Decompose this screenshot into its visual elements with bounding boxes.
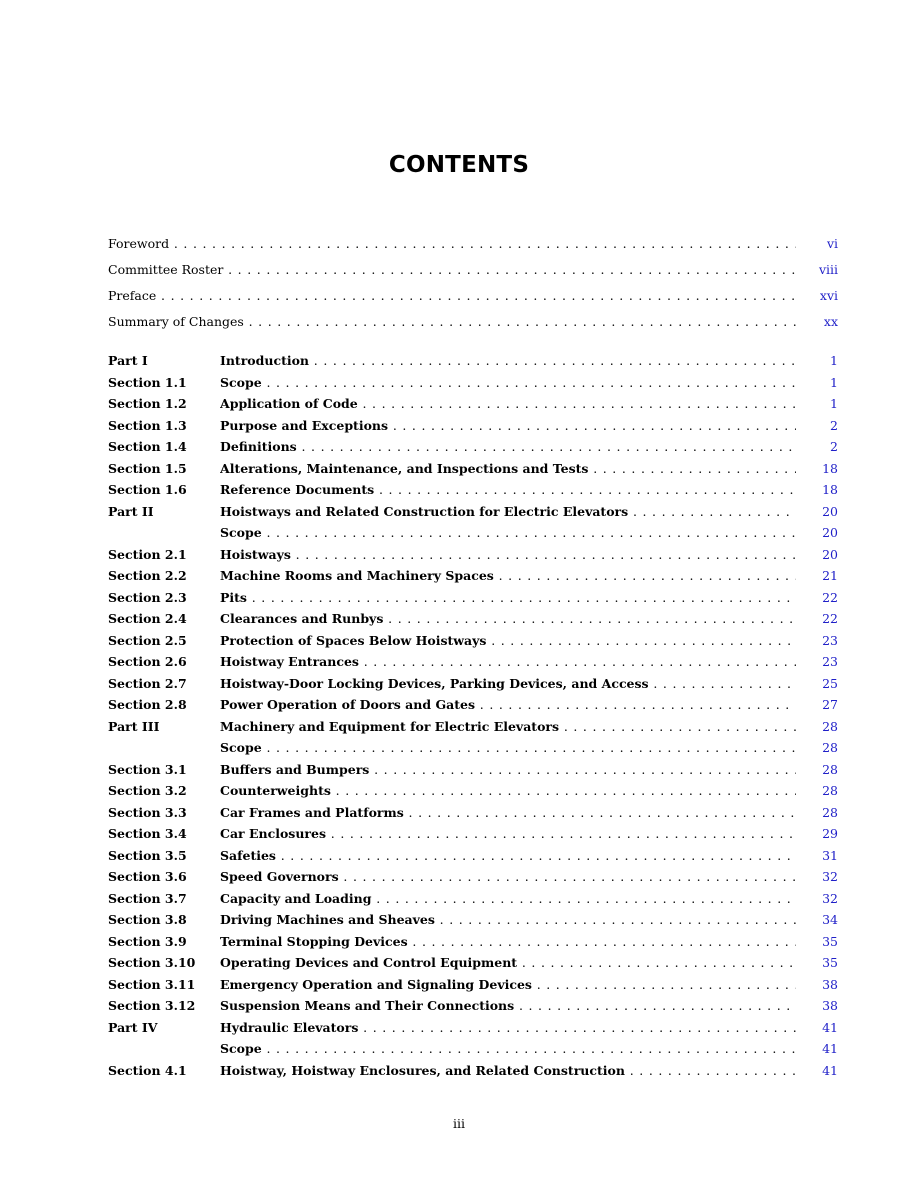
toc-page-link[interactable]: 18	[822, 460, 838, 476]
toc-entry-title: Scope	[220, 1041, 262, 1056]
toc-entry-section-1-2[interactable]	[108, 394, 838, 414]
toc-entry-preface-2[interactable]	[108, 286, 838, 306]
toc-entry-title: Suspension Means and Their Connections	[220, 998, 515, 1013]
toc-entry-title: Operating Devices and Control Equipment	[220, 955, 518, 970]
toc-entry-section-3-8[interactable]	[108, 910, 838, 930]
toc-entry-number: Section 2.6	[108, 654, 187, 669]
toc-entry-title-leader	[220, 1039, 796, 1059]
toc-entry-title: Power Operation of Doors and Gates	[220, 697, 475, 712]
toc-entry-section-2-1[interactable]	[108, 545, 838, 565]
toc-entry-title-leader	[220, 674, 796, 694]
toc-entry-number: Section 2.1	[108, 546, 187, 562]
toc-entry-number: Section 1.4	[108, 439, 187, 454]
toc-entry-title-leader	[220, 760, 796, 780]
toc-entry-title-leader	[220, 781, 796, 801]
toc-entry-title: Counterweights	[220, 783, 331, 798]
toc-page-link[interactable]: 32	[822, 890, 838, 906]
toc-entry-part-iii[interactable]	[108, 717, 838, 737]
toc-page-link[interactable]: 29	[822, 826, 838, 841]
toc-entry-title-leader	[220, 566, 796, 586]
toc-page-link[interactable]: 28	[822, 761, 838, 777]
toc-entry-number: Section 3.2	[108, 783, 187, 798]
toc-entry-section-2-5[interactable]	[108, 631, 838, 651]
toc-entry-title-leader	[220, 416, 796, 436]
toc-entry-title: Hydraulic Elevators	[220, 1019, 359, 1035]
toc-entry-title-leader	[220, 803, 796, 823]
toc-page-link[interactable]: 28	[822, 718, 838, 734]
toc-entry-number: Part I	[108, 353, 148, 368]
toc-entry-title-leader	[220, 996, 796, 1016]
toc-entry-number: Part IV	[108, 1019, 158, 1035]
toc-entry-title: Emergency Operation and Signaling Devices	[220, 976, 532, 992]
toc-entry-title-leader	[220, 588, 796, 608]
toc-entry-title-leader	[108, 234, 796, 254]
toc-page-link[interactable]: 41	[822, 1041, 838, 1056]
toc-entry-committee-roster-1[interactable]	[108, 260, 838, 280]
toc-entry-title: Machinery and Equipment for Electric Elevators	[220, 718, 560, 734]
toc-entry-number: Section 3.8	[108, 912, 187, 927]
toc-page-link[interactable]: 32	[822, 869, 838, 884]
toc-entry-title: Terminal Stopping Devices	[220, 933, 408, 949]
toc-entry-number: Section 1.5	[108, 460, 187, 476]
toc-entry-number: Section 3.11	[108, 976, 196, 992]
toc-entry-title-leader	[108, 286, 796, 306]
toc-entry-title-leader	[220, 867, 796, 887]
toc-entry-title: Machine Rooms and Machinery Spaces	[220, 568, 494, 583]
toc-entry-section-1-4[interactable]	[108, 437, 838, 457]
toc-entry-title-leader	[220, 459, 796, 479]
toc-entry-title: Purpose and Exceptions	[220, 417, 389, 433]
toc-page-link[interactable]: vi	[826, 236, 838, 251]
toc-entry-title-leader	[108, 312, 796, 332]
toc-entry-title-leader	[220, 480, 796, 500]
toc-entry-section-3-11[interactable]	[108, 975, 838, 995]
toc-entry-section-1-5[interactable]	[108, 459, 838, 479]
toc-entry-title-leader	[220, 846, 796, 866]
toc-entry-title: Buffers and Bumpers	[220, 761, 370, 777]
toc-entry-section-2-4[interactable]	[108, 609, 838, 629]
toc-entry-number: Section 1.1	[108, 374, 187, 390]
toc-page-link[interactable]: 18	[822, 482, 838, 497]
toc-page-link[interactable]: 28	[822, 804, 838, 820]
toc-entry-title-leader	[220, 910, 796, 930]
toc-entry-title-leader	[220, 932, 796, 952]
toc-page-link[interactable]: 20	[822, 503, 838, 519]
toc-entry-title: Speed Governors	[220, 869, 339, 884]
toc-page-link[interactable]: 41	[822, 1062, 838, 1078]
toc-page-link[interactable]: 25	[822, 675, 838, 691]
toc-entry-number: Section 3.5	[108, 847, 187, 863]
toc-entry-section-3-10[interactable]	[108, 953, 838, 973]
toc-entry-title: Scope	[220, 374, 262, 390]
toc-entry-number: Section 3.1	[108, 761, 187, 777]
toc-entry-title: Safeties	[220, 847, 276, 863]
page-title: CONTENTS	[388, 152, 530, 178]
toc-entry-title: Car Enclosures	[220, 826, 326, 841]
toc-entry-section-3-3[interactable]	[108, 803, 838, 823]
toc-entry-title-leader	[220, 717, 796, 737]
toc-entry-section-2-6[interactable]	[108, 652, 838, 672]
toc-entry-section-3-1[interactable]	[108, 760, 838, 780]
toc-entry-section-2-7[interactable]	[108, 674, 838, 694]
toc-entry-title: Scope	[220, 740, 262, 755]
toc-entry-title: Car Frames and Platforms	[220, 804, 404, 820]
toc-entry-title: Hoistway-Door Locking Devices, Parking Devices, and Access	[220, 675, 649, 691]
toc-entry-title-leader	[220, 975, 796, 995]
toc-page-link[interactable]: 20	[822, 546, 838, 562]
toc-page-link[interactable]: 27	[822, 697, 838, 712]
toc-entry-part-iv[interactable]	[108, 1018, 838, 1038]
toc-entry-section-1-1[interactable]	[108, 373, 838, 393]
toc-entry-number: Part II	[108, 503, 154, 519]
toc-page-link[interactable]: 28	[822, 740, 838, 755]
toc-entry-title-leader	[220, 609, 796, 629]
toc-entry-title: Capacity and Loading	[220, 890, 372, 906]
toc-entry-section-3-7[interactable]	[108, 889, 838, 909]
toc-page-link[interactable]: 35	[822, 933, 838, 949]
toc-entry-number: Section 3.7	[108, 890, 187, 906]
toc-entry-title: Introduction	[220, 353, 310, 368]
toc-entry-section-2-8[interactable]	[108, 695, 838, 715]
toc-entry-number: Section 1.2	[108, 396, 187, 411]
toc-entry-section-2-2[interactable]	[108, 566, 838, 586]
toc-page-link[interactable]: 20	[822, 525, 838, 540]
toc-page-link[interactable]: xx	[823, 314, 838, 329]
toc-page-link[interactable]: 1	[830, 396, 838, 411]
toc-entry-title-leader	[220, 351, 796, 371]
toc-entry-title: Application of Code	[220, 396, 358, 411]
toc-page-link[interactable]: 22	[822, 611, 838, 626]
toc-entry-title: Clearances and Runbys	[220, 611, 384, 626]
toc-entry-title-leader	[220, 824, 796, 844]
toc-entry-title-leader	[220, 523, 796, 543]
toc-entry-title: Preface	[108, 288, 157, 303]
toc-entry-section-2-3[interactable]	[108, 588, 838, 608]
toc-entry-part-ii[interactable]	[108, 502, 838, 522]
toc-entry-number: Section 2.3	[108, 589, 187, 605]
toc-entry-title-leader	[220, 1018, 796, 1038]
toc-page-link[interactable]: 31	[822, 847, 838, 863]
toc-entry-number: Section 3.10	[108, 955, 196, 970]
toc-page-link[interactable]: xvi	[819, 288, 838, 303]
toc-page-link[interactable]: 2	[830, 439, 838, 454]
toc-entry-section-3-12[interactable]	[108, 996, 838, 1016]
toc-entry-title: Reference Documents	[220, 482, 375, 497]
toc-entry-title-leader	[220, 502, 796, 522]
toc-entry-number: Section 1.3	[108, 417, 187, 433]
toc-entry-title-leader	[220, 889, 796, 909]
toc-entry-title: Hoistway Entrances	[220, 654, 359, 669]
toc-page-link[interactable]: 28	[822, 783, 838, 798]
toc-page-link[interactable]: 38	[822, 998, 838, 1013]
toc-entry-section-1-3[interactable]	[108, 416, 838, 436]
toc-entry-title: Hoistways and Related Construction for Electric Elevators	[220, 503, 629, 519]
toc-page-link[interactable]: 1	[830, 353, 838, 368]
toc-entry-title: Scope	[220, 525, 262, 540]
toc-entry-summary-of-changes-3[interactable]	[108, 312, 838, 332]
toc-entry-title: Pits	[220, 589, 247, 605]
toc-entry-scope-18[interactable]	[108, 738, 838, 758]
toc-entry-number: Part III	[108, 718, 160, 734]
toc-entry-number: Section 3.3	[108, 804, 187, 820]
page-number-footer: iii	[453, 1116, 465, 1131]
toc-page-link[interactable]: 23	[822, 654, 838, 669]
toc-page-link[interactable]: viii	[818, 262, 838, 277]
toc-entry-title-leader	[220, 738, 796, 758]
toc-entry-number: Section 2.2	[108, 568, 187, 583]
toc-entry-number: Section 3.6	[108, 869, 187, 884]
toc-entry-title-leader	[220, 394, 796, 414]
toc-page-link[interactable]: 34	[822, 912, 838, 927]
toc-entry-number: Section 3.9	[108, 933, 187, 949]
toc-page-link[interactable]: 41	[822, 1019, 838, 1035]
toc-entry-title: Driving Machines and Sheaves	[220, 912, 435, 927]
toc-entry-section-4-1[interactable]	[108, 1061, 838, 1081]
toc-page-link[interactable]: 35	[822, 955, 838, 970]
toc-entry-title: Protection of Spaces Below Hoistways	[220, 632, 487, 648]
toc-entry-number: Section 2.5	[108, 632, 187, 648]
toc-entry-scope-8[interactable]	[108, 523, 838, 543]
toc-entry-title-leader	[220, 953, 796, 973]
toc-entry-title-leader	[220, 631, 796, 651]
toc-page-link[interactable]: 21	[822, 568, 838, 583]
toc-entry-title-leader	[220, 1061, 796, 1081]
toc-entry-number: Section 3.4	[108, 826, 187, 841]
toc-entry-title-leader	[220, 437, 796, 457]
toc-page-link[interactable]: 23	[822, 632, 838, 648]
toc-entry-section-1-6[interactable]	[108, 480, 838, 500]
toc-entry-scope-32[interactable]	[108, 1039, 838, 1059]
toc-entry-number: Section 2.8	[108, 697, 187, 712]
toc-entry-title-leader	[220, 373, 796, 393]
toc-entry-section-3-6[interactable]	[108, 867, 838, 887]
toc-entry-number: Section 2.7	[108, 675, 187, 691]
toc-entry-title: Committee Roster	[108, 262, 224, 277]
toc-entry-title-leader	[220, 695, 796, 715]
toc-page-link[interactable]: 2	[830, 417, 838, 433]
toc-entry-title-leader	[108, 260, 796, 280]
toc-page-link[interactable]: 38	[822, 976, 838, 992]
toc-entry-title-leader	[220, 652, 796, 672]
toc-entry-foreword-0[interactable]	[108, 234, 838, 254]
toc-entry-number: Section 3.12	[108, 998, 196, 1013]
toc-entry-title: Foreword	[108, 236, 170, 251]
toc-entry-title: Hoistway, Hoistway Enclosures, and Related Construction	[220, 1062, 625, 1078]
toc-entry-section-3-4[interactable]	[108, 824, 838, 844]
toc-entry-section-3-2[interactable]	[108, 781, 838, 801]
toc-entry-section-3-5[interactable]	[108, 846, 838, 866]
toc-entry-number: Section 4.1	[108, 1062, 187, 1078]
toc-entry-title: Hoistways	[220, 546, 291, 562]
toc-page-link[interactable]: 22	[822, 589, 838, 605]
toc-entry-title: Alterations, Maintenance, and Inspections and Tests	[220, 460, 589, 476]
toc-entry-section-3-9[interactable]	[108, 932, 838, 952]
toc-entry-title-leader	[220, 545, 796, 565]
toc-entry-number: Section 1.6	[108, 482, 187, 497]
toc-entry-title: Definitions	[220, 439, 297, 454]
toc-entry-title: Summary of Changes	[108, 314, 244, 329]
toc-page-link[interactable]: 1	[830, 374, 838, 390]
toc-entry-number: Section 2.4	[108, 611, 187, 626]
toc-entry-part-i[interactable]	[108, 351, 838, 371]
